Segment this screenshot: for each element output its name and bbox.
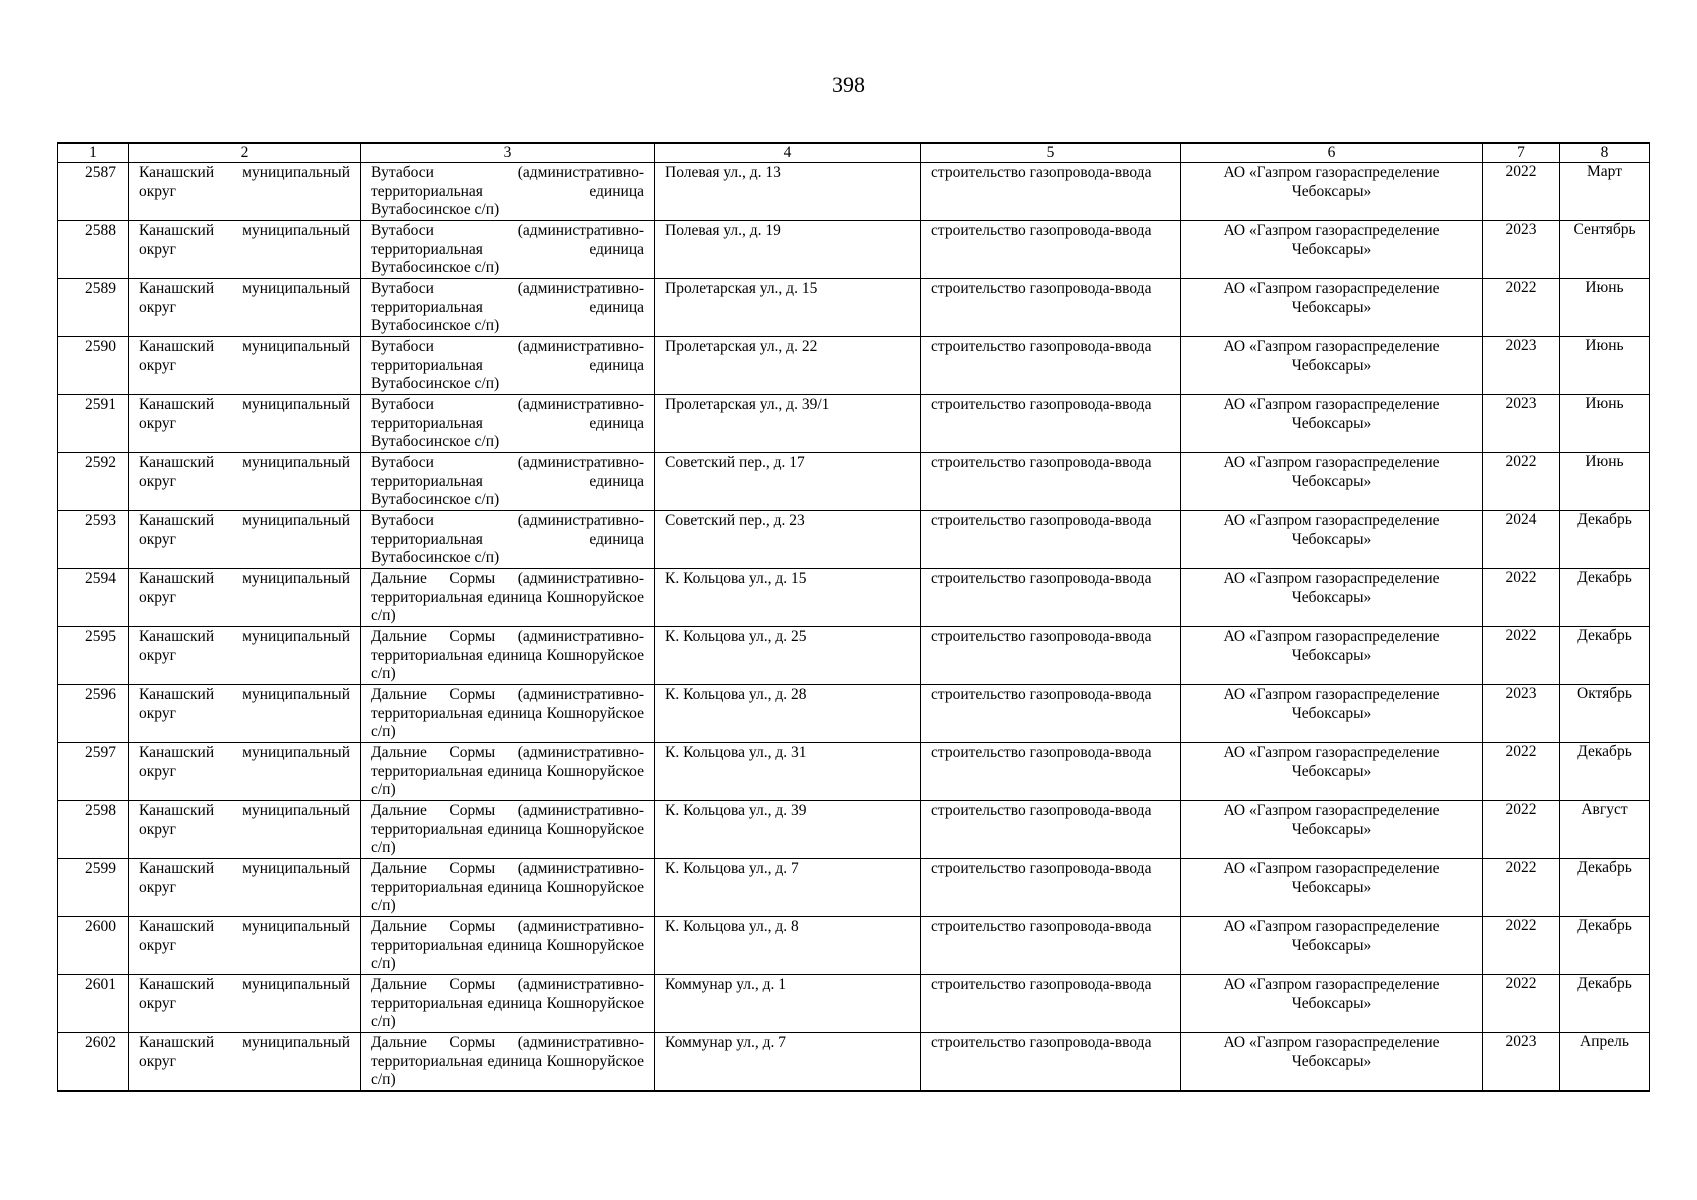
cell-address: Пролетарская ул., д. 39/1 [655, 395, 921, 453]
cell-work: строительство газопровода-ввода [921, 685, 1181, 743]
cell-work: строительство газопровода-ввода [921, 511, 1181, 569]
cell-year: 2022 [1483, 975, 1560, 1033]
column-header: 7 [1483, 143, 1560, 163]
cell-work: строительство газопровода-ввода [921, 279, 1181, 337]
cell-month: Декабрь [1560, 511, 1650, 569]
cell-district: Канашский муниципальный округ [129, 975, 361, 1033]
cell-organization: АО «Газпром газораспределение Чебоксары» [1181, 685, 1483, 743]
cell-year: 2022 [1483, 743, 1560, 801]
cell-work: строительство газопровода-ввода [921, 395, 1181, 453]
cell-month: Октябрь [1560, 685, 1650, 743]
cell-locality: Вутабоси (административно-территориальная единица Вутабосинское с/п) [361, 395, 655, 453]
cell-locality: Дальние Сормы (административно-территориальная единица Кошноруйское с/п) [361, 801, 655, 859]
cell-district: Канашский муниципальный округ [129, 337, 361, 395]
cell-locality: Дальние Сормы (административно-территориальная единица Кошноруйское с/п) [361, 1033, 655, 1092]
table-row [58, 743, 1650, 801]
cell-month: Август [1560, 801, 1650, 859]
column-header: 6 [1181, 143, 1483, 163]
table-row [58, 163, 1650, 221]
cell-month: Июнь [1560, 395, 1650, 453]
cell-year: 2024 [1483, 511, 1560, 569]
cell-month: Декабрь [1560, 975, 1650, 1033]
cell-work: строительство газопровода-ввода [921, 221, 1181, 279]
cell-district: Канашский муниципальный округ [129, 163, 361, 221]
cell-district: Канашский муниципальный округ [129, 569, 361, 627]
cell-address: К. Кольцова ул., д. 7 [655, 859, 921, 917]
cell-number: 2597 [58, 743, 129, 801]
cell-month: Июнь [1560, 279, 1650, 337]
cell-number: 2589 [58, 279, 129, 337]
cell-address: Советский пер., д. 23 [655, 511, 921, 569]
cell-year: 2022 [1483, 279, 1560, 337]
cell-organization: АО «Газпром газораспределение Чебоксары» [1181, 627, 1483, 685]
cell-year: 2022 [1483, 859, 1560, 917]
cell-organization: АО «Газпром газораспределение Чебоксары» [1181, 801, 1483, 859]
cell-number: 2593 [58, 511, 129, 569]
cell-work: строительство газопровода-ввода [921, 337, 1181, 395]
cell-district: Канашский муниципальный округ [129, 453, 361, 511]
table-row [58, 279, 1650, 337]
data-table [57, 142, 1650, 1092]
cell-number: 2602 [58, 1033, 129, 1092]
column-header: 4 [655, 143, 921, 163]
cell-address: Советский пер., д. 17 [655, 453, 921, 511]
cell-month: Март [1560, 163, 1650, 221]
cell-number: 2596 [58, 685, 129, 743]
cell-address: Коммунар ул., д. 7 [655, 1033, 921, 1092]
cell-district: Канашский муниципальный округ [129, 221, 361, 279]
cell-district: Канашский муниципальный округ [129, 859, 361, 917]
cell-district: Канашский муниципальный округ [129, 917, 361, 975]
cell-locality: Дальние Сормы (административно-территориальная единица Кошноруйское с/п) [361, 743, 655, 801]
cell-month: Апрель [1560, 1033, 1650, 1092]
cell-locality: Дальние Сормы (административно-территориальная единица Кошноруйское с/п) [361, 685, 655, 743]
table-row [58, 395, 1650, 453]
cell-month: Декабрь [1560, 743, 1650, 801]
cell-locality: Дальние Сормы (административно-территориальная единица Кошноруйское с/п) [361, 569, 655, 627]
cell-work: строительство газопровода-ввода [921, 1033, 1181, 1092]
table-row [58, 221, 1650, 279]
cell-number: 2587 [58, 163, 129, 221]
cell-organization: АО «Газпром газораспределение Чебоксары» [1181, 337, 1483, 395]
cell-locality: Вутабоси (административно-территориальная единица Вутабосинское с/п) [361, 163, 655, 221]
cell-year: 2022 [1483, 917, 1560, 975]
cell-year: 2022 [1483, 453, 1560, 511]
cell-year: 2022 [1483, 801, 1560, 859]
column-header: 8 [1560, 143, 1650, 163]
cell-number: 2592 [58, 453, 129, 511]
cell-year: 2022 [1483, 569, 1560, 627]
cell-month: Декабрь [1560, 859, 1650, 917]
table-row [58, 685, 1650, 743]
cell-organization: АО «Газпром газораспределение Чебоксары» [1181, 279, 1483, 337]
table-row [58, 1033, 1650, 1092]
cell-district: Канашский муниципальный округ [129, 627, 361, 685]
cell-locality: Дальние Сормы (административно-территориальная единица Кошноруйское с/п) [361, 917, 655, 975]
cell-work: строительство газопровода-ввода [921, 975, 1181, 1033]
cell-work: строительство газопровода-ввода [921, 163, 1181, 221]
cell-work: строительство газопровода-ввода [921, 743, 1181, 801]
cell-year: 2023 [1483, 395, 1560, 453]
page-number: 398 [832, 72, 865, 97]
cell-year: 2022 [1483, 627, 1560, 685]
cell-address: К. Кольцова ул., д. 31 [655, 743, 921, 801]
cell-organization: АО «Газпром газораспределение Чебоксары» [1181, 221, 1483, 279]
cell-locality: Дальние Сормы (административно-территориальная единица Кошноруйское с/п) [361, 975, 655, 1033]
table-row [58, 511, 1650, 569]
cell-year: 2023 [1483, 337, 1560, 395]
cell-locality: Дальние Сормы (административно-территориальная единица Кошноруйское с/п) [361, 627, 655, 685]
table-row [58, 801, 1650, 859]
cell-month: Декабрь [1560, 627, 1650, 685]
cell-month: Сентябрь [1560, 221, 1650, 279]
cell-work: строительство газопровода-ввода [921, 627, 1181, 685]
cell-locality: Вутабоси (административно-территориальная единица Вутабосинское с/п) [361, 279, 655, 337]
cell-work: строительство газопровода-ввода [921, 801, 1181, 859]
column-header: 5 [921, 143, 1181, 163]
cell-number: 2598 [58, 801, 129, 859]
cell-work: строительство газопровода-ввода [921, 453, 1181, 511]
cell-address: К. Кольцова ул., д. 28 [655, 685, 921, 743]
cell-address: Коммунар ул., д. 1 [655, 975, 921, 1033]
column-header: 3 [361, 143, 655, 163]
cell-address: К. Кольцова ул., д. 25 [655, 627, 921, 685]
cell-district: Канашский муниципальный округ [129, 1033, 361, 1092]
cell-number: 2600 [58, 917, 129, 975]
cell-organization: АО «Газпром газораспределение Чебоксары» [1181, 569, 1483, 627]
table-row [58, 337, 1650, 395]
cell-number: 2588 [58, 221, 129, 279]
table-row [58, 859, 1650, 917]
table-row [58, 569, 1650, 627]
cell-month: Июнь [1560, 453, 1650, 511]
cell-work: строительство газопровода-ввода [921, 569, 1181, 627]
cell-address: К. Кольцова ул., д. 39 [655, 801, 921, 859]
cell-locality: Вутабоси (административно-территориальная единица Вутабосинское с/п) [361, 453, 655, 511]
cell-address: Полевая ул., д. 13 [655, 163, 921, 221]
cell-number: 2601 [58, 975, 129, 1033]
cell-address: К. Кольцова ул., д. 8 [655, 917, 921, 975]
cell-organization: АО «Газпром газораспределение Чебоксары» [1181, 975, 1483, 1033]
cell-district: Канашский муниципальный округ [129, 801, 361, 859]
cell-work: строительство газопровода-ввода [921, 917, 1181, 975]
cell-address: Пролетарская ул., д. 15 [655, 279, 921, 337]
cell-locality: Дальние Сормы (административно-территориальная единица Кошноруйское с/п) [361, 859, 655, 917]
cell-month: Декабрь [1560, 917, 1650, 975]
table-row [58, 917, 1650, 975]
cell-district: Канашский муниципальный округ [129, 395, 361, 453]
cell-month: Июнь [1560, 337, 1650, 395]
cell-year: 2023 [1483, 221, 1560, 279]
cell-year: 2022 [1483, 163, 1560, 221]
cell-locality: Вутабоси (административно-территориальная единица Вутабосинское с/п) [361, 337, 655, 395]
cell-address: К. Кольцова ул., д. 15 [655, 569, 921, 627]
column-header: 2 [129, 143, 361, 163]
header-row [58, 143, 1650, 163]
cell-organization: АО «Газпром газораспределение Чебоксары» [1181, 453, 1483, 511]
cell-number: 2590 [58, 337, 129, 395]
cell-month: Декабрь [1560, 569, 1650, 627]
cell-locality: Вутабоси (административно-территориальная единица Вутабосинское с/п) [361, 221, 655, 279]
cell-number: 2594 [58, 569, 129, 627]
column-header: 1 [58, 143, 129, 163]
cell-district: Канашский муниципальный округ [129, 511, 361, 569]
cell-organization: АО «Газпром газораспределение Чебоксары» [1181, 743, 1483, 801]
table-row [58, 453, 1650, 511]
cell-district: Канашский муниципальный округ [129, 279, 361, 337]
cell-number: 2591 [58, 395, 129, 453]
cell-address: Пролетарская ул., д. 22 [655, 337, 921, 395]
cell-organization: АО «Газпром газораспределение Чебоксары» [1181, 163, 1483, 221]
cell-number: 2595 [58, 627, 129, 685]
cell-organization: АО «Газпром газораспределение Чебоксары» [1181, 395, 1483, 453]
table-row [58, 975, 1650, 1033]
cell-year: 2023 [1483, 685, 1560, 743]
cell-locality: Вутабоси (административно-территориальная единица Вутабосинское с/п) [361, 511, 655, 569]
cell-number: 2599 [58, 859, 129, 917]
cell-year: 2023 [1483, 1033, 1560, 1092]
cell-address: Полевая ул., д. 19 [655, 221, 921, 279]
cell-work: строительство газопровода-ввода [921, 859, 1181, 917]
cell-organization: АО «Газпром газораспределение Чебоксары» [1181, 859, 1483, 917]
cell-organization: АО «Газпром газораспределение Чебоксары» [1181, 917, 1483, 975]
cell-organization: АО «Газпром газораспределение Чебоксары» [1181, 511, 1483, 569]
cell-district: Канашский муниципальный округ [129, 685, 361, 743]
cell-organization: АО «Газпром газораспределение Чебоксары» [1181, 1033, 1483, 1092]
cell-district: Канашский муниципальный округ [129, 743, 361, 801]
table-row [58, 627, 1650, 685]
